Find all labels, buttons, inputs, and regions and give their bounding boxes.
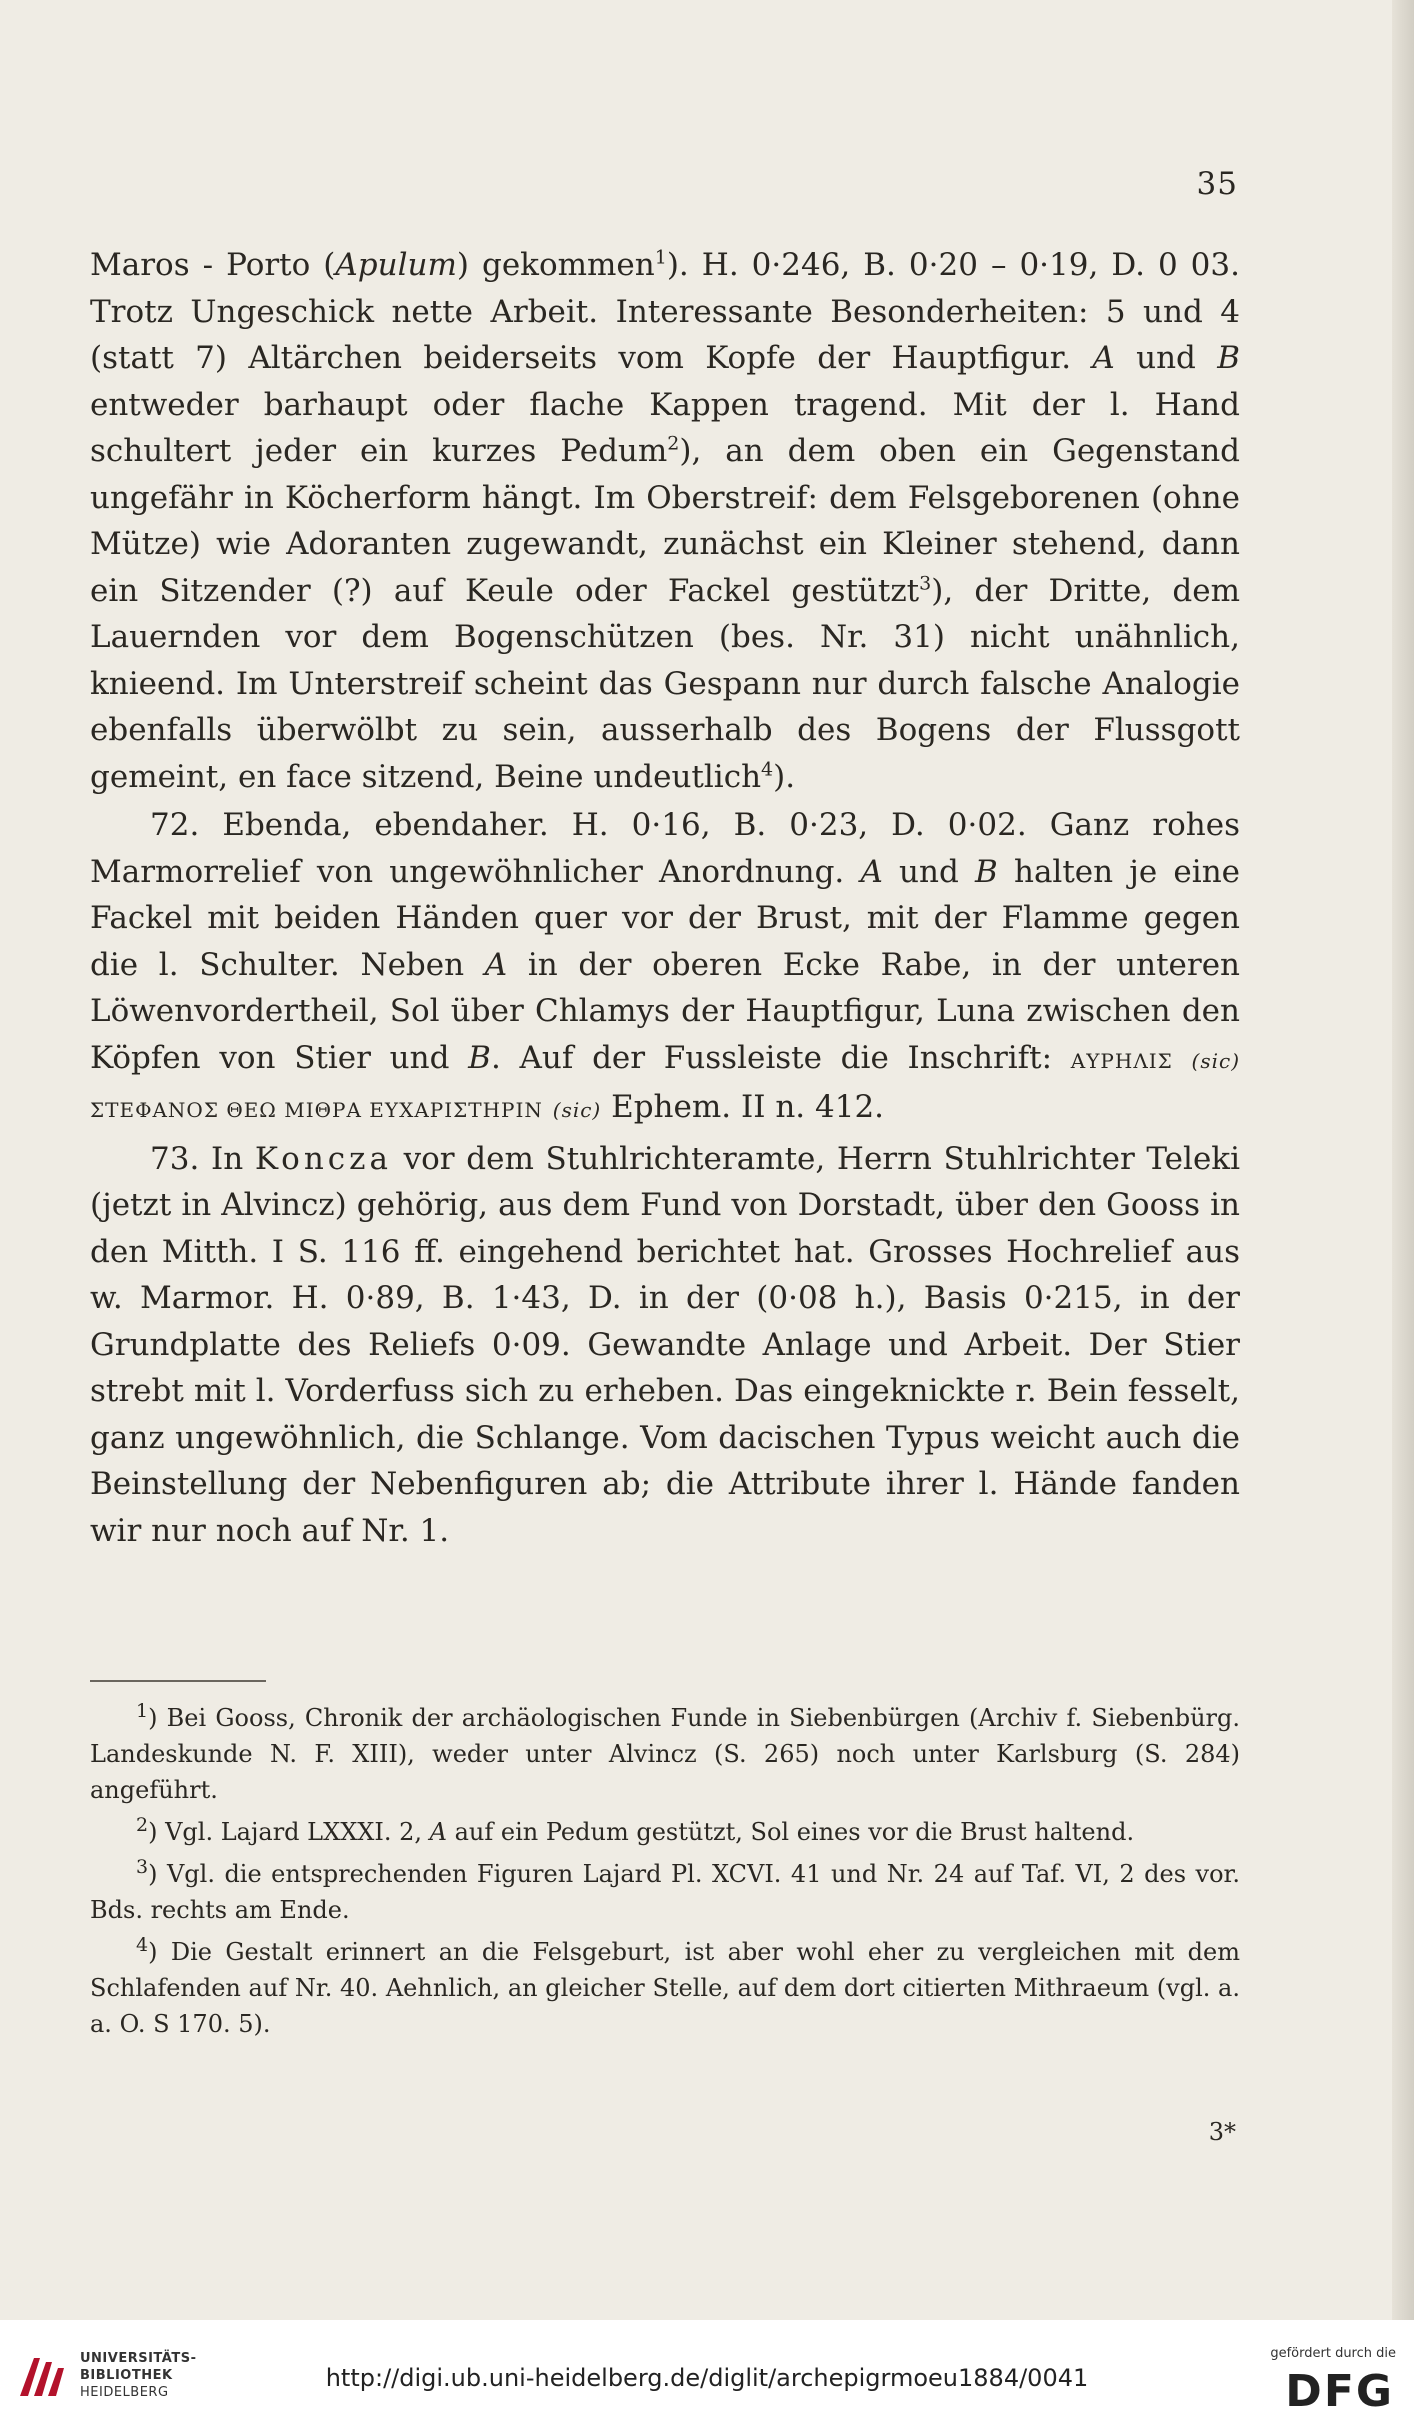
sic-note: (sic) — [552, 1098, 602, 1122]
text-run: in der oberen Ecke Rabe, in der unteren Löwenvordertheil, Sol über Chlamys der Hauptfigur, Luna zwischen den Köpfen von Stier und — [90, 946, 1241, 1076]
footnote-text: ) Vgl. die entsprechenden Figuren Lajard Pl. XCVI. 41 und Nr. 24 auf Taf. VI, 2 des vor. Bds. rechts am Ende. — [90, 1860, 1240, 1924]
page-number: 35 — [1196, 166, 1238, 202]
spaced-place-name: Koncza — [254, 1140, 392, 1177]
sheet-signature: 3* — [1208, 2118, 1236, 2146]
footnote-4 — [90, 1934, 1240, 2042]
text-run: ) gekommen — [456, 247, 655, 283]
footnotes — [90, 1700, 1240, 2048]
italic-figure-a: A — [429, 1818, 447, 1846]
footnote-ref-2[interactable]: 2 — [667, 432, 680, 455]
footnote-2 — [90, 1814, 1240, 1850]
text-run: entweder barhaupt oder flache Kappen tragend. Mit der l. Hand schultert jeder ein kurzes Pedum — [90, 386, 1240, 469]
text-run: vor dem Stuhlrichteramte, Herrn Stuhlrichter Teleki (jetzt in Alvincz) gehörig, aus dem Fund von Dorstadt, über den Gooss in den Mitth. I S. 116 ff. eingehend berichtet hat. Grosses Hochrelief aus w. Marmor. H. 0·89, B. 1·43, D. in der (0·08 h.), Basis 0·215, in der Grundplatte des Reliefs 0·09. Gewandte Anlage und Arbeit. Der Stier strebt mit l. Vorderfuss sich zu erheben. Das eingeknickte r. Bein fesselt, ganz ungewöhnlich, die Schlange. Vom dacischen Typus weicht auch die Beinstellung der Nebenfiguren ab; die Attribute ihrer l. Hände fanden wir nur noch auf Nr. 1. — [90, 1140, 1240, 1549]
footnote-ref-4[interactable]: 4 — [761, 758, 774, 781]
text-run: 73. In — [150, 1140, 255, 1177]
text-run: Maros - Porto ( — [90, 247, 336, 283]
footnote-mark: 4 — [136, 1934, 149, 1956]
text-run: und — [1114, 340, 1218, 376]
text-run: ). — [773, 758, 796, 795]
greek-inscription: ΣΤΕΦΑΝΟΣ ΘΕΩ ΜΙΘΡΑ ΕΥΧΑΡΙΣΤΗΡΙΝ — [90, 1098, 543, 1122]
text-run: halten je eine Fackel mit beiden Händen quer vor der Brust, mit der Flamme gegen die l. Schulter. Neben — [90, 853, 1241, 983]
paragraph-71-continued — [90, 242, 1240, 800]
italic-figure-a: A — [1092, 340, 1115, 376]
footnote-divider — [90, 1680, 266, 1682]
footnote-mark: 3 — [136, 1856, 149, 1878]
footnote-text: ) Die Gestalt erinnert an die Felsgeburt, ist aber wohl eher zu vergleichen mit dem Schlafenden auf Nr. 40. Aehnlich, an gleicher Stelle, auf dem dort citierten Mithraeum (vgl. a. a. O. S 170. 5). — [90, 1938, 1240, 2038]
text-run: und — [882, 853, 976, 890]
permalink-url[interactable]: http://digi.ub.uni-heidelberg.de/diglit/archepigrmoeu1884/0041 — [325, 2364, 1089, 2392]
italic-figure-b: B — [1217, 340, 1241, 376]
footnote-mark: 2 — [136, 1814, 149, 1836]
footnote-ref-1[interactable]: 1 — [654, 246, 667, 269]
footnote-mark: 1 — [136, 1700, 149, 1722]
paragraph-73 — [90, 1136, 1240, 1555]
paragraph-72 — [90, 802, 1240, 1134]
footnote-text: auf ein Pedum gestützt, Sol eines vor die Brust haltend. — [446, 1818, 1135, 1846]
dfg-logo[interactable]: DFG — [1285, 2366, 1394, 2417]
footnote-ref-3[interactable]: 3 — [919, 572, 932, 595]
text-run: ). H. 0·246, B. 0·20 – 0·19, D. 0 03. Trotz Ungeschick nette Arbeit. Interessante Besonderheiten: 5 und 4 (statt 7) Altärchen beiderseits vom Kopfe der Hauptfigur. — [90, 247, 1240, 376]
italic-figure-b: B — [468, 1039, 491, 1076]
body-text — [90, 242, 1240, 1554]
italic-figure-a: A — [484, 946, 508, 983]
text-run: ), der Dritte, dem Lauernden vor dem Bogenschützen (bes. Nr. 31) nicht unähnlich, knieend. Im Unterstreif scheint das Gespann nur durch falsche Analogie ebenfalls überwölbt zu sein, ausserhalb des Bogens der Flussgott gemeint, en face sitzend, Beine undeutlich — [90, 572, 1241, 795]
footnote-3 — [90, 1856, 1240, 1928]
greek-inscription: ΑΥΡΗΛΙΣ — [1070, 1048, 1173, 1073]
footnote-text: ) Bei Gooss, Chronik der archäologischen Funde in Siebenbürgen (Archiv f. Siebenbürg. Landeskunde N. F. XIII), weder unter Alvincz (S. 265) noch unter Karlsburg (S. 284) angeführt. — [90, 1704, 1240, 1804]
italic-place-name: Apulum — [335, 247, 457, 283]
viewer-footer — [0, 2320, 1414, 2433]
italic-figure-b: B — [975, 853, 998, 890]
page-edge-shadow — [1392, 0, 1414, 2320]
university-name-line: HEIDELBERG — [80, 2385, 169, 2400]
text-run: Ephem. II n. 412. — [601, 1089, 885, 1125]
sic-note: (sic) — [1191, 1048, 1240, 1073]
funder-caption: gefördert durch die — [1270, 2346, 1396, 2361]
text-run: . Auf der Fussleiste die Inschrift: — [490, 1039, 1071, 1076]
footnote-text: ) Vgl. Lajard LXXXI. 2, — [148, 1818, 430, 1846]
university-name-line: BIBLIOTHEK — [80, 2368, 173, 2383]
italic-figure-a: A — [860, 853, 883, 890]
text-run: ), an dem oben ein Gegenstand ungefähr in Köcherform hängt. Im Oberstreif: dem Felsgeborenen (ohne Mütze) wie Adoranten zugewandt, zunächst ein Kleiner stehend, dann ein Sitzender (?) auf Keule oder Fackel gestützt — [90, 433, 1240, 609]
footnote-1 — [90, 1700, 1240, 1808]
text-run: 72. Ebenda, ebendaher. H. 0·16, B. 0·23, D. 0·02. Ganz rohes Marmorrelief von ungewöhnlicher Anordnung. — [90, 807, 1240, 890]
university-name-line: UNIVERSITÄTS- — [80, 2351, 197, 2366]
